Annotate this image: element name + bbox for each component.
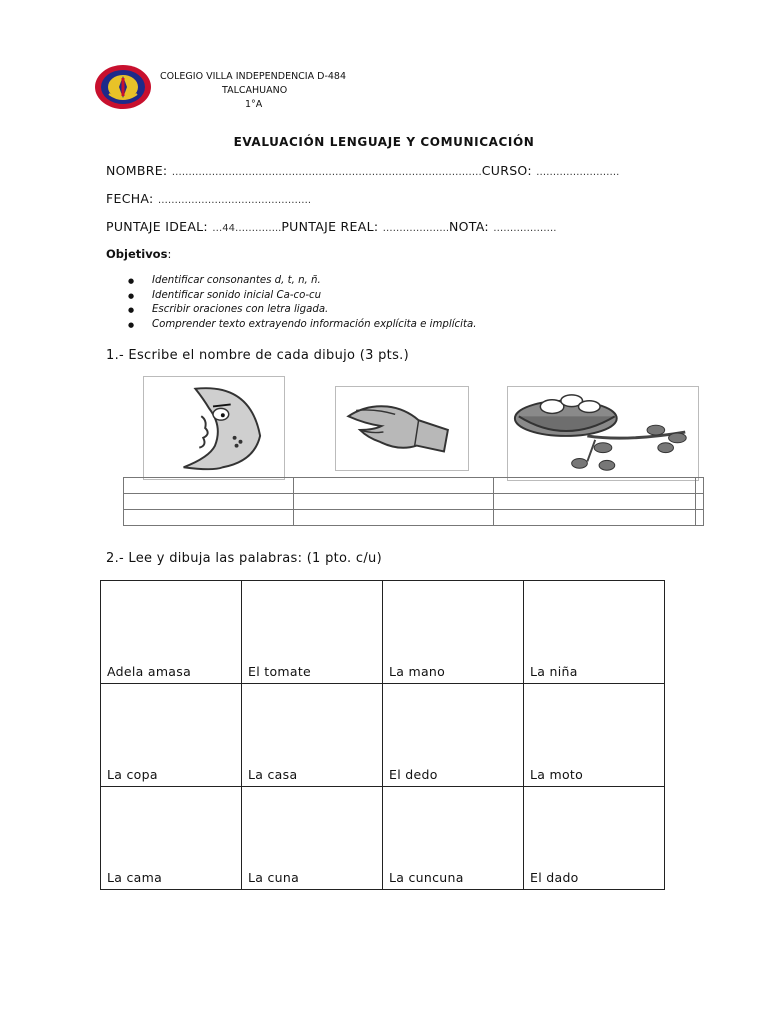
nombre-curso-line (106, 163, 619, 178)
drawing-cell[interactable]: La cuna (242, 787, 383, 890)
answer-cell[interactable] (494, 478, 696, 494)
objective-item: ● Identificar sonido inicial Ca-co-cu (128, 289, 476, 304)
nota-field[interactable]: ………………. (493, 223, 557, 234)
answer-cell[interactable] (696, 478, 704, 494)
drawing-cell[interactable]: La cuncuna (383, 787, 524, 890)
hand-picture-icon (335, 386, 469, 471)
drawing-cell[interactable]: El dado (524, 787, 665, 890)
answer-cell[interactable] (494, 494, 696, 510)
drawing-cell[interactable]: La niña (524, 581, 665, 684)
question-2-heading: 2.- Lee y dibuja las palabras: (1 pto. c/u) (106, 551, 382, 566)
answer-table (123, 477, 704, 526)
school-name: COLEGIO VILLA INDEPENDENCIA D-484 (160, 71, 347, 82)
puntaje-line (106, 219, 556, 234)
page-title: EVALUACIÓN LENGUAJE Y COMUNICACIÓN (233, 135, 535, 149)
school-grade: 1°A (245, 99, 263, 110)
answer-cell[interactable] (294, 478, 494, 494)
drawing-cell[interactable]: La mano (383, 581, 524, 684)
school-crest-icon (94, 64, 152, 110)
drawing-cell[interactable]: La moto (524, 684, 665, 787)
nombre-label: NOMBRE: (106, 163, 168, 178)
drawing-cell[interactable]: La copa (101, 684, 242, 787)
fecha-line (106, 191, 311, 206)
question-1-heading: 1.- Escribe el nombre de cada dibujo (3 pts.) (106, 348, 409, 363)
answer-cell[interactable] (494, 510, 696, 526)
nota-label: NOTA: (449, 219, 489, 234)
curso-label: CURSO: (481, 163, 532, 178)
objective-item: ● Identificar consonantes d, t, n, ñ. (128, 274, 476, 289)
answer-cell[interactable] (124, 478, 294, 494)
nombre-field[interactable]: ………………………………………………………………………………… (171, 167, 482, 178)
puntaje-real-field[interactable]: ……………….. (382, 223, 449, 234)
answer-cell[interactable] (294, 510, 494, 526)
objectives-heading-text: Objetivos (106, 247, 168, 261)
curso-field[interactable]: ……………………. (536, 167, 620, 178)
answer-cell[interactable] (294, 494, 494, 510)
objectives-heading-colon: : (167, 247, 172, 261)
answer-cell[interactable] (696, 494, 704, 510)
school-city: TALCAHUANO (222, 85, 288, 96)
moon-picture-icon (143, 376, 285, 480)
drawing-cell[interactable]: El dedo (383, 684, 524, 787)
objective-item: ● Escribir oraciones con letra ligada. (128, 303, 476, 318)
drawing-cell[interactable]: La casa (242, 684, 383, 787)
fecha-label: FECHA: (106, 191, 154, 206)
answer-cell[interactable] (696, 510, 704, 526)
drawing-cell[interactable]: El tomate (242, 581, 383, 684)
answer-cell[interactable] (124, 494, 294, 510)
puntaje-ideal-label: PUNTAJE IDEAL: (106, 219, 208, 234)
drawing-cell[interactable]: Adela amasa (101, 581, 242, 684)
puntaje-real-label: PUNTAJE REAL: (281, 219, 379, 234)
objectives-list (128, 274, 476, 332)
answer-cell[interactable] (124, 510, 294, 526)
nest-picture-icon (507, 386, 699, 481)
puntaje-ideal-value: …44………….. (212, 223, 282, 234)
drawing-grid (100, 580, 665, 890)
objective-item: ● Comprender texto extrayendo información explícita e implícita. (128, 318, 476, 333)
drawing-cell[interactable]: La cama (101, 787, 242, 890)
objectives-heading (106, 247, 171, 261)
fecha-field[interactable]: ………………………………………. (157, 195, 312, 206)
